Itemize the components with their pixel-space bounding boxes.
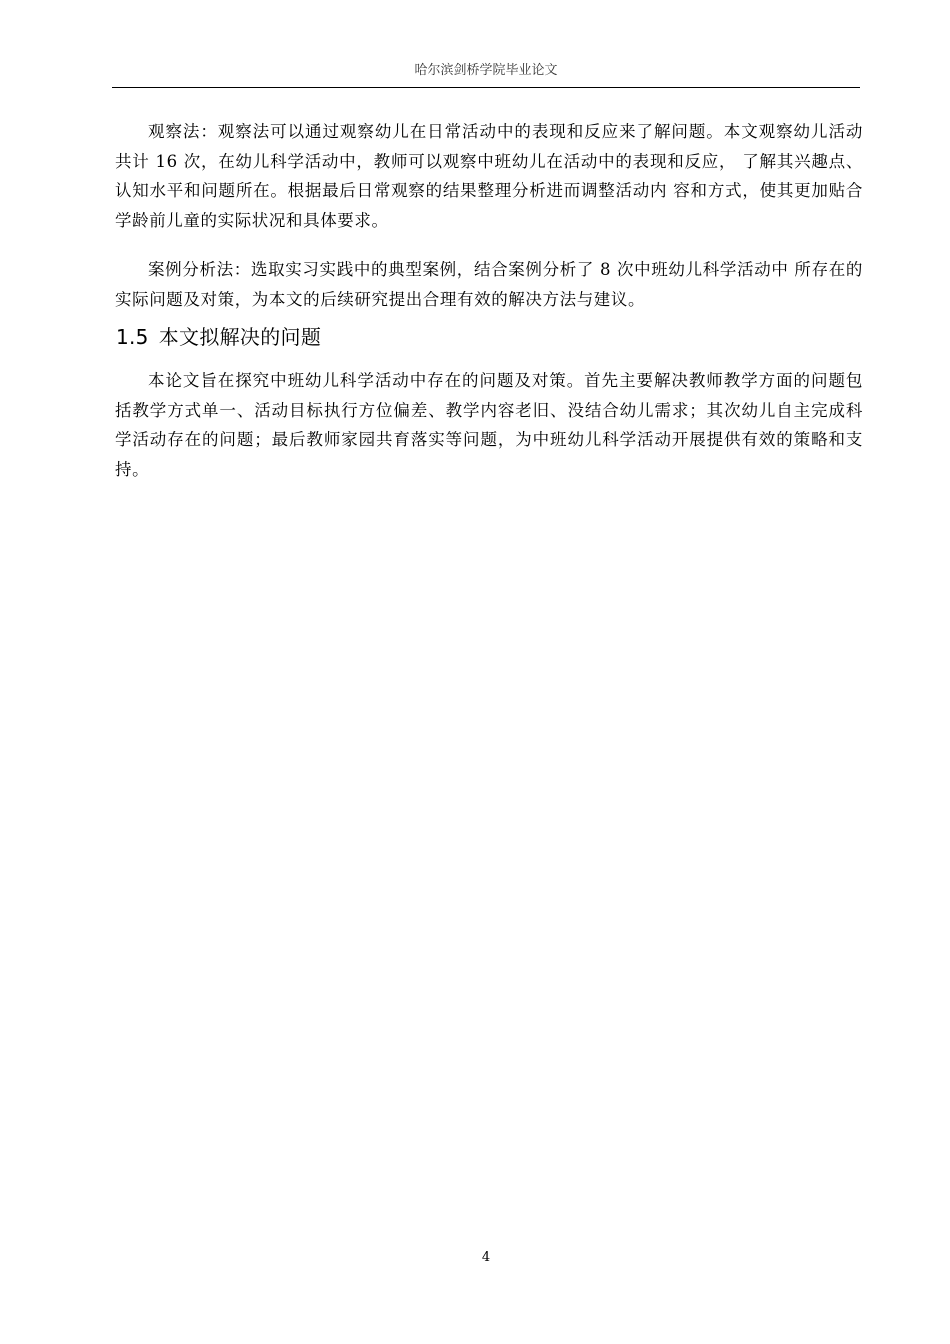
page-number: 4 (481, 1250, 491, 1265)
page-header: 哈尔滨剑桥学院毕业论文 (414, 63, 558, 78)
problems-paragraph: 本论文旨在探究中班幼儿科学活动中存在的问题及对策。首先主要解决教师教学方面的问题包括教学方式单一、活动目标执行方位偏差、教学内容老旧、没结合幼儿需求；其次幼儿自主完成科学活动存在的问题；最后教师家园共育落实等问题，为中班幼儿科学活动开展提供有效的策略和支持。 (115, 371, 863, 480)
section-title: 本文拟解决的问题 (158, 325, 322, 349)
section-number: 1.5 (116, 325, 149, 349)
case-analysis-paragraph: 案例分析法：选取实习实践中的典型案例，结合案例分析了 8 次中班幼儿科学活动中 所存在的实际问题及对策，为本文的后续研究提出合理有效的解决方法与建议。 (115, 260, 863, 309)
section-heading (116, 322, 321, 352)
observation-method-paragraph: 观察法：观察法可以通过观察幼儿在日常活动中的表现和反应来了解问题。本文观察幼儿活动共计 16 次，在幼儿科学活动中，教师可以观察中班幼儿在活动中的表现和反应， 了解其兴趣点、认知水平和问题所在。根据最后日常观察的结果整理分析进而调整活动内 容和方式，使其更加贴合学龄前儿童的实际状况和具体要求。 (115, 122, 863, 231)
header-divider (112, 87, 860, 88)
